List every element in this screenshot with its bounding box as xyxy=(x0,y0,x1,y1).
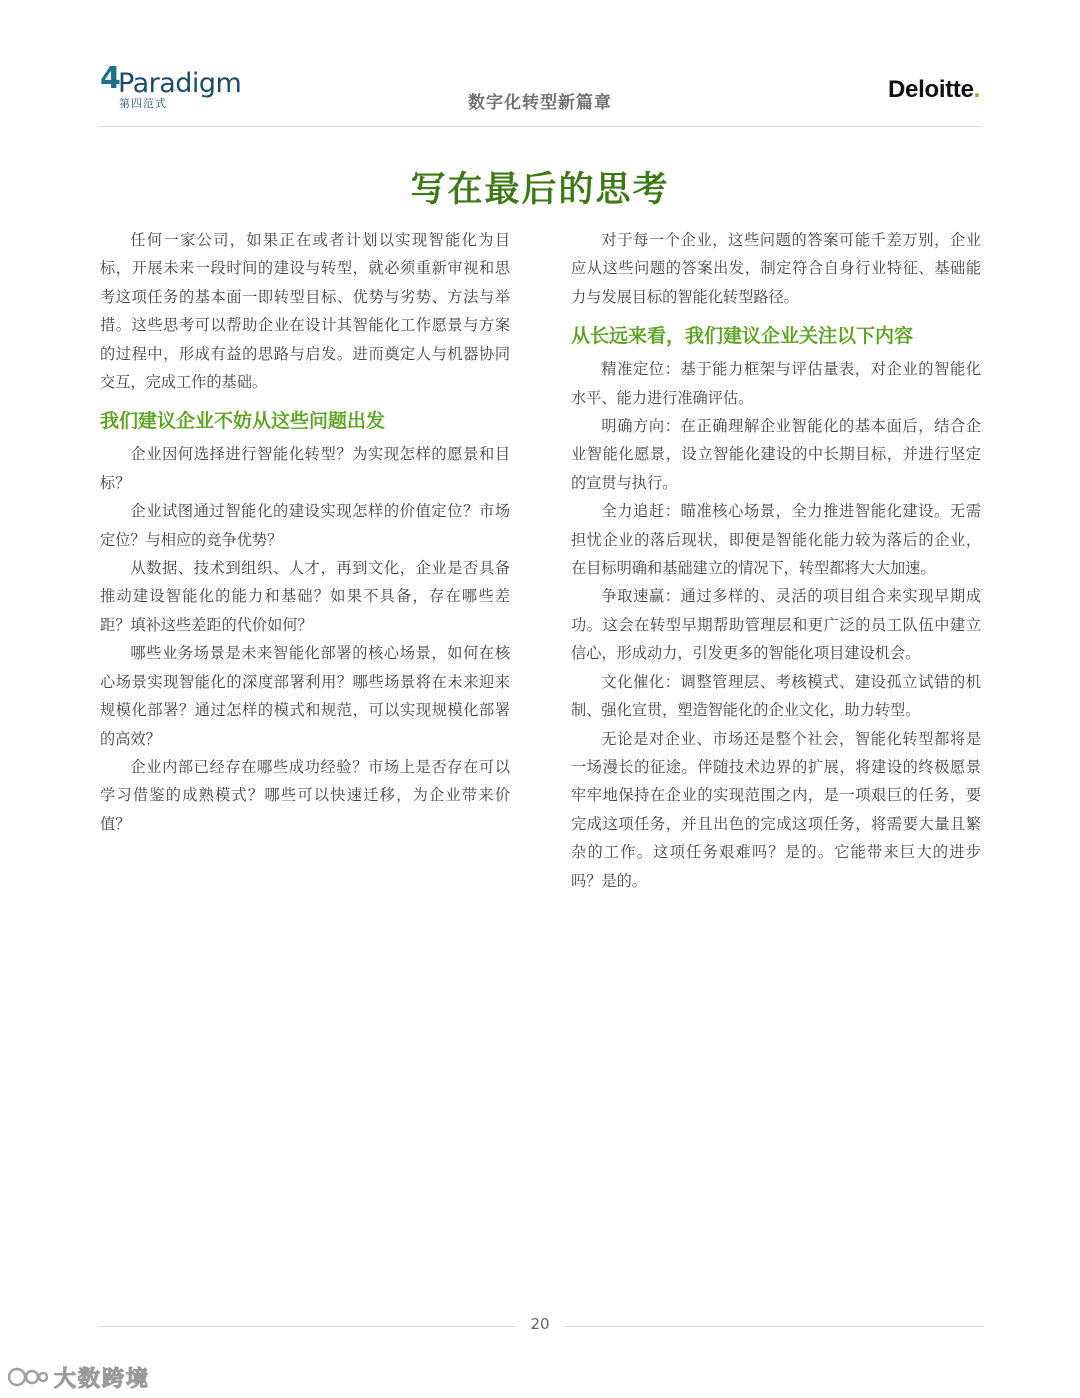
recommendation-paragraph: 全力追赶：瞄准核心场景，全力推进智能化建设。无需担忧企业的落后现状，即便是智能化能力较为落后的企业，在目标明确和基础建立的情况下，转型都将大大加速。 xyxy=(571,502,981,578)
recommendation-paragraph: 争取速赢：通过多样的、灵活的项目组合来实现早期成功。这会在转型早期帮助管理层和更广泛的员工队伍中建立信心，形成动力，引发更多的智能化项目建设机会。 xyxy=(571,587,981,663)
right-section-heading: 从长远来看，我们建议企业关注以下内容 xyxy=(571,325,914,348)
paradigm-logo-mark: 4 xyxy=(100,61,121,96)
footer-divider-right xyxy=(564,1326,984,1327)
report-title: 数字化转型新篇章 xyxy=(468,93,612,113)
footer-divider-left xyxy=(98,1326,516,1327)
left-section-heading: 我们建议企业不妨从这些问题出发 xyxy=(100,410,386,433)
question-paragraph: 企业因何选择进行智能化转型？为实现怎样的愿景和目标？ xyxy=(100,445,510,492)
question-paragraph: 企业试图通过智能化的建设实现怎样的价值定位？市场定位？与相应的竞争优势？ xyxy=(100,502,510,549)
recommendation-paragraph: 文化催化：调整管理层、考核模式、建设孤立试错的机制、强化宣贯，塑造智能化的企业文化，助力转型。 xyxy=(571,672,981,720)
recommendation-paragraph: 明确方向：在正确理解企业智能化的基本面后，结合企业智能化愿景，设立智能化建设的中长期目标，并进行坚定的宣贯与执行。 xyxy=(571,417,981,492)
right-column xyxy=(571,226,981,895)
question-paragraph: 企业内部已经存在哪些成功经验？市场上是否存在可以学习借鉴的成熟模式？哪些可以快速迁移，为企业带来价值？ xyxy=(100,757,510,833)
left-column xyxy=(100,226,510,838)
deloitte-logo-text: Deloitte xyxy=(888,76,974,103)
left-intro-paragraph: 任何一家公司，如果正在或者计划以实现智能化为目标，开展未来一段时间的建设与转型，就必须重新审视和思考这项任务的基本面一即转型目标、优势与劣势、方法与举措。这些思考可以帮助企业在设计其智能化工作愿景与方案的过程中，形成有益的思路与启发。进而奠定人与机器协同交互，完成工作的基础。 xyxy=(100,231,510,392)
deloitte-logo-dot: . xyxy=(973,76,980,103)
right-intro-paragraph: 对于每一个企业，这些问题的答案可能千差万别，企业应从这些问题的答案出发，制定符合自身行业特征、基础能力与发展目标的智能化转型路径。 xyxy=(571,231,981,306)
paradigm-logo-subtitle: 第四范式 xyxy=(119,97,167,110)
page-number: 20 xyxy=(530,1315,550,1333)
page-header xyxy=(0,0,1080,130)
page-title: 写在最后的思考 xyxy=(410,170,670,210)
paradigm-logo-word: Paradigm xyxy=(118,68,242,99)
watermark-text: 大数跨境 xyxy=(54,1367,151,1392)
recommendation-paragraph: 精准定位：基于能力框架与评估量表，对企业的智能化水平、能力进行准确评估。 xyxy=(571,360,981,407)
question-paragraph: 哪些业务场景是未来智能化部署的核心场景，如何在核心场景实现智能化的深度部署利用？哪些场景将在未来迎来规模化部署？通过怎样的模式和规范，可以实现规模化部署的高效？ xyxy=(100,644,510,748)
watermark-logo-icon xyxy=(8,1364,48,1390)
header-divider xyxy=(98,126,982,127)
question-paragraph: 从数据、技术到组织、人才，再到文化，企业是否具备推动建设智能化的能力和基础？如果不具备，存在哪些差距？填补这些差距的代价如何？ xyxy=(100,559,510,634)
closing-paragraph: 无论是对企业、市场还是整个社会，智能化转型都将是一场漫长的征途。伴随技术边界的扩展，将建设的终极愿景牢牢地保持在企业的实现范围之内，是一项艰巨的任务，要完成这项任务，并且出色的完成这项任务，将需要大量且繁杂的工作。这项任务艰难吗？是的。它能带来巨大的进步吗？是的。 xyxy=(571,729,981,890)
deloitte-logo xyxy=(888,76,980,104)
